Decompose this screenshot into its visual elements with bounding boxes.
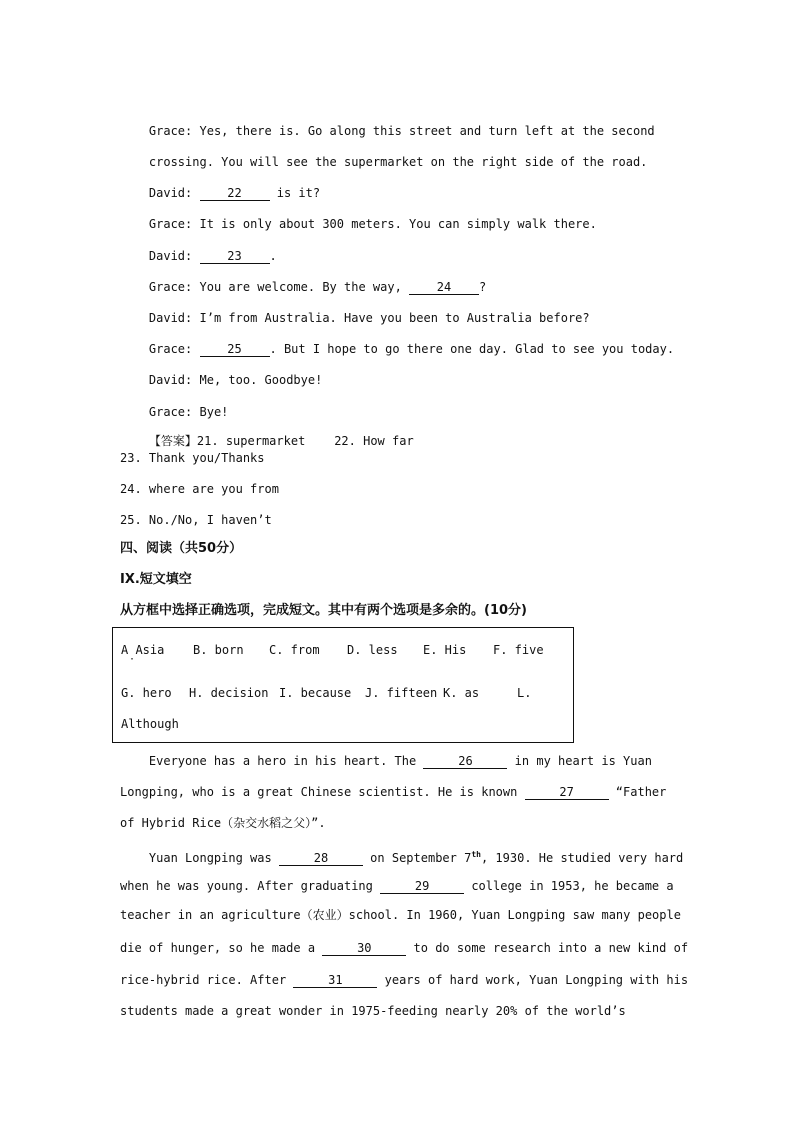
answer-21: 21. supermarket [196, 434, 306, 448]
option-c: C. from [269, 643, 320, 657]
passage-text: die of hunger, so he made a [120, 941, 323, 955]
dialogue-text: I’m from Australia. Have you been to Australia before? [199, 311, 590, 325]
superscript-th: th [471, 850, 481, 859]
answer-25: 25. No./No, I haven’t [120, 513, 272, 527]
options-box [112, 627, 574, 743]
speaker: Grace: [148, 405, 193, 419]
option-g: G. hero [121, 686, 172, 700]
speaker: David: [148, 311, 193, 325]
blank-25[interactable]: 25 [200, 342, 270, 357]
passage-text: when he was young. After graduating [120, 879, 381, 893]
dot-mark: · [129, 654, 136, 665]
passage-line [120, 784, 666, 800]
dialogue-text: . [269, 249, 277, 263]
passage-text: , 1930. He studied very hard [480, 851, 684, 865]
speaker: Grace: [148, 217, 193, 231]
passage-text: years of hard work, Yuan Longping with his [377, 973, 689, 987]
dialogue-text: is it? [269, 186, 321, 200]
option-b: B. born [193, 643, 244, 657]
option-d: D. less [347, 643, 398, 657]
blank-23[interactable]: 23 [200, 249, 270, 264]
blank-29[interactable]: 29 [380, 879, 464, 894]
answer-22: 22. How far [334, 434, 414, 448]
speaker: Grace: [148, 124, 193, 138]
passage-text: on September 7 [362, 851, 472, 865]
passage-line [120, 847, 683, 866]
option-l: L. [517, 686, 532, 700]
dialogue-text: crossing. You will see the supermarket on the right side of the road. [148, 155, 648, 169]
dialogue-text: You are welcome. By the way, [199, 280, 410, 294]
option-k: K. as [443, 686, 480, 700]
option-e: E. His [423, 643, 467, 657]
option-i: I. because [279, 686, 352, 700]
passage-text: in my heart is Yuan [507, 754, 652, 768]
dialogue-text: Bye! [199, 405, 229, 419]
speaker: David: [148, 186, 193, 200]
option-a: A Asia [121, 643, 165, 657]
passage-text: to do some research into a new kind of [406, 941, 689, 955]
option-j: J. fifteen [365, 686, 438, 700]
passage-line: students made a great wonder in 1975-feeding nearly 20% of the world’s [120, 1004, 626, 1018]
passage-text: Yuan Longping was [148, 851, 279, 865]
answer-24: 24. where are you from [120, 482, 279, 496]
option-f: F. five [493, 643, 544, 657]
dialogue-text: . But I hope to go there one day. Glad to see you today. [269, 342, 675, 356]
speaker: David: [148, 249, 193, 263]
passage-line: teacher in an agriculture（农业）school. In 1960, Yuan Longping saw many people [120, 908, 681, 922]
dialogue-text: Yes, there is. Go along this street and turn left at the second [199, 124, 655, 138]
speaker: Grace: [148, 342, 193, 356]
passage-text: “Father [608, 785, 667, 799]
passage-line [120, 972, 688, 988]
passage-text: rice-hybrid rice. After [120, 973, 294, 987]
passage-line: of Hybrid Rice（杂交水稻之父）”. [120, 816, 326, 830]
blank-26[interactable]: 26 [423, 754, 507, 769]
passage-text: Everyone has a hero in his heart. The [148, 754, 424, 768]
speaker: Grace: [148, 280, 193, 294]
passage-line [120, 878, 674, 894]
answer-label: 【答案】 [148, 434, 197, 448]
option-h: H. decision [189, 686, 269, 700]
dialogue-text: It is only about 300 meters. You can simply walk there. [199, 217, 597, 231]
blank-24[interactable]: 24 [409, 280, 479, 295]
blank-30[interactable]: 30 [322, 941, 406, 956]
blank-28[interactable]: 28 [279, 851, 363, 866]
passage-line [120, 753, 652, 769]
speaker: David: [148, 373, 193, 387]
section-subtitle: IX.短文填空 [120, 572, 192, 587]
section-instruction: 从方框中选择正确选项，完成短文。其中有两个选项是多余的。(10分) [120, 603, 527, 618]
passage-line [120, 940, 688, 956]
blank-22[interactable]: 22 [200, 186, 270, 201]
option-l-text: Although [121, 717, 179, 731]
section-title: 四、阅读（共50分） [120, 541, 243, 556]
passage-text: college in 1953, he became a [464, 879, 674, 893]
passage-text: Longping, who is a great Chinese scientist. He is known [120, 785, 525, 799]
dialogue-text: ? [479, 280, 487, 294]
dialogue-text: Me, too. Goodbye! [199, 373, 323, 387]
blank-27[interactable]: 27 [525, 785, 609, 800]
blank-31[interactable]: 31 [293, 973, 377, 988]
answer-23: 23. Thank you/Thanks [120, 451, 265, 465]
